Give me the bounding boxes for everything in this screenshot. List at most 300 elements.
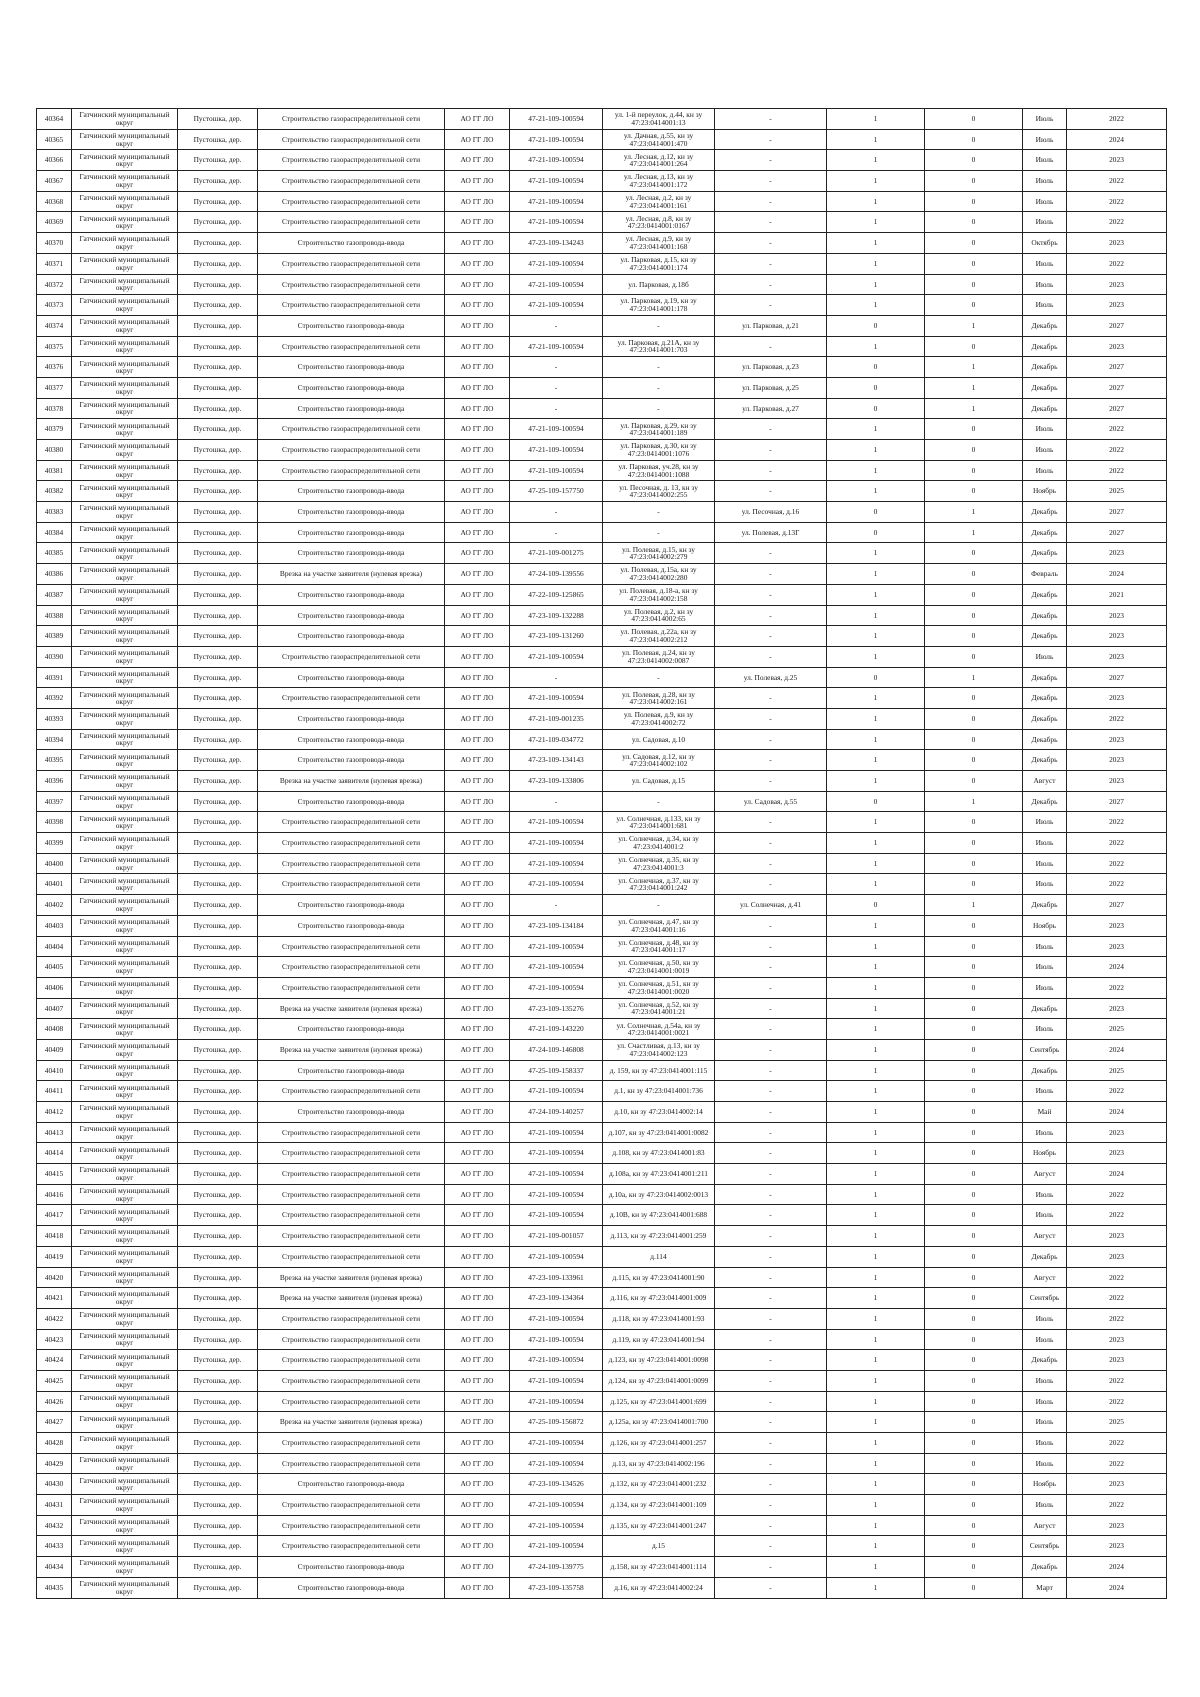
cell-id: 40406 xyxy=(37,977,72,998)
cell-month: Июль xyxy=(1023,1019,1067,1040)
cell-month: Июль xyxy=(1023,1495,1067,1516)
cell-tu: 47-21-109-100594 xyxy=(510,171,603,192)
cell-work: Строительство газопровода-ввода xyxy=(258,481,445,502)
cell-org: АО ГГ ЛО xyxy=(445,646,510,667)
cell-district: Гатчинский муниципальный округ xyxy=(72,1557,178,1578)
cell-settlement: Пустошка, дер. xyxy=(178,977,258,998)
cell-n1: 1 xyxy=(827,1288,925,1309)
cell-n2: 0 xyxy=(925,708,1023,729)
cell-district: Гатчинский муниципальный округ xyxy=(72,1060,178,1081)
cell-year: 2024 xyxy=(1067,1557,1167,1578)
cell-n2: 0 xyxy=(925,481,1023,502)
cell-id: 40382 xyxy=(37,481,72,502)
cell-n2: 0 xyxy=(925,977,1023,998)
cell-month: Июль xyxy=(1023,1308,1067,1329)
cell-month: Декабрь xyxy=(1023,315,1067,336)
cell-settlement: Пустошка, дер. xyxy=(178,1205,258,1226)
cell-addr2: - xyxy=(715,1205,827,1226)
cell-n2: 0 xyxy=(925,1060,1023,1081)
cell-tu: 47-23-109-135276 xyxy=(510,998,603,1019)
cell-n1: 1 xyxy=(827,129,925,150)
cell-n2: 1 xyxy=(925,522,1023,543)
cell-year: 2025 xyxy=(1067,1019,1167,1040)
cell-tu: 47-21-109-100594 xyxy=(510,1164,603,1185)
cell-year: 2027 xyxy=(1067,315,1167,336)
cell-district: Гатчинский муниципальный округ xyxy=(72,1433,178,1454)
cell-tu: 47-21-109-100594 xyxy=(510,1536,603,1557)
cell-addr: ул. Садовая, д.12, кн зу 47:23:0414002:102 xyxy=(603,750,715,771)
cell-id: 40365 xyxy=(37,129,72,150)
cell-org: АО ГГ ЛО xyxy=(445,729,510,750)
cell-month: Июль xyxy=(1023,977,1067,998)
cell-work: Строительство газораспределительной сети xyxy=(258,1205,445,1226)
cell-id: 40410 xyxy=(37,1060,72,1081)
cell-settlement: Пустошка, дер. xyxy=(178,688,258,709)
cell-addr2: - xyxy=(715,129,827,150)
cell-settlement: Пустошка, дер. xyxy=(178,1226,258,1247)
cell-addr: д.119, кн зу 47:23:0414001:94 xyxy=(603,1329,715,1350)
cell-settlement: Пустошка, дер. xyxy=(178,564,258,585)
cell-tu: 47-21-109-100594 xyxy=(510,688,603,709)
cell-month: Декабрь xyxy=(1023,708,1067,729)
cell-id: 40384 xyxy=(37,522,72,543)
cell-work: Врезка на участке заявителя (нулевая врезка) xyxy=(258,1267,445,1288)
cell-district: Гатчинский муниципальный округ xyxy=(72,750,178,771)
cell-year: 2022 xyxy=(1067,1370,1167,1391)
cell-month: Декабрь xyxy=(1023,729,1067,750)
cell-org: АО ГГ ЛО xyxy=(445,171,510,192)
cell-n2: 0 xyxy=(925,936,1023,957)
cell-addr2: - xyxy=(715,708,827,729)
cell-addr: д.13, кн зу 47:23:0414002:196 xyxy=(603,1453,715,1474)
cell-settlement: Пустошка, дер. xyxy=(178,1288,258,1309)
cell-district: Гатчинский муниципальный округ xyxy=(72,1081,178,1102)
cell-org: АО ГГ ЛО xyxy=(445,233,510,254)
cell-id: 40404 xyxy=(37,936,72,957)
cell-month: Июль xyxy=(1023,129,1067,150)
cell-district: Гатчинский муниципальный округ xyxy=(72,626,178,647)
cell-org: АО ГГ ЛО xyxy=(445,1433,510,1454)
cell-district: Гатчинский муниципальный округ xyxy=(72,667,178,688)
cell-n1: 1 xyxy=(827,1060,925,1081)
cell-month: Декабрь xyxy=(1023,626,1067,647)
cell-id: 40371 xyxy=(37,253,72,274)
cell-addr: д.125а, кн зу 47:23:0414001:700 xyxy=(603,1412,715,1433)
table-row xyxy=(37,295,1167,316)
cell-year: 2023 xyxy=(1067,1536,1167,1557)
cell-tu: 47-21-109-100594 xyxy=(510,1246,603,1267)
cell-n1: 1 xyxy=(827,253,925,274)
table-row xyxy=(37,771,1167,792)
cell-addr: ул. Солнечная, д.48, кн зу 47:23:0414001:17 xyxy=(603,936,715,957)
cell-month: Июль xyxy=(1023,1370,1067,1391)
cell-n2: 0 xyxy=(925,564,1023,585)
cell-addr: ул. Солнечная, д.37, кн зу 47:23:0414001:242 xyxy=(603,874,715,895)
cell-district: Гатчинский муниципальный округ xyxy=(72,1391,178,1412)
cell-settlement: Пустошка, дер. xyxy=(178,708,258,729)
cell-n1: 1 xyxy=(827,584,925,605)
table-row xyxy=(37,129,1167,150)
cell-month: Июль xyxy=(1023,1412,1067,1433)
cell-year: 2024 xyxy=(1067,1102,1167,1123)
table-row xyxy=(37,812,1167,833)
cell-work: Строительство газораспределительной сети xyxy=(258,1184,445,1205)
cell-n2: 0 xyxy=(925,688,1023,709)
cell-tu: 47-21-109-100594 xyxy=(510,874,603,895)
cell-n2: 1 xyxy=(925,398,1023,419)
cell-month: Декабрь xyxy=(1023,688,1067,709)
cell-org: АО ГГ ЛО xyxy=(445,1370,510,1391)
cell-addr: д.124, кн зу 47:23:0414001:0099 xyxy=(603,1370,715,1391)
cell-tu: 47-21-109-100594 xyxy=(510,1122,603,1143)
cell-year: 2027 xyxy=(1067,791,1167,812)
cell-settlement: Пустошка, дер. xyxy=(178,605,258,626)
cell-n1: 1 xyxy=(827,1370,925,1391)
cell-id: 40386 xyxy=(37,564,72,585)
cell-addr: - xyxy=(603,791,715,812)
cell-settlement: Пустошка, дер. xyxy=(178,1081,258,1102)
cell-addr: ул. Солнечная, д.35, кн зу 47:23:0414001:3 xyxy=(603,853,715,874)
cell-n2: 0 xyxy=(925,1329,1023,1350)
table-row xyxy=(37,957,1167,978)
cell-id: 40383 xyxy=(37,502,72,523)
cell-district: Гатчинский муниципальный округ xyxy=(72,895,178,916)
cell-id: 40368 xyxy=(37,191,72,212)
cell-addr2: - xyxy=(715,1019,827,1040)
cell-addr: ул. Полевая, д.15а, кн зу 47:23:0414002:280 xyxy=(603,564,715,585)
cell-n1: 1 xyxy=(827,419,925,440)
cell-n1: 1 xyxy=(827,1515,925,1536)
cell-work: Строительство газопровода-ввода xyxy=(258,791,445,812)
cell-id: 40385 xyxy=(37,543,72,564)
cell-n2: 1 xyxy=(925,667,1023,688)
cell-n1: 1 xyxy=(827,1184,925,1205)
cell-id: 40391 xyxy=(37,667,72,688)
cell-org: АО ГГ ЛО xyxy=(445,129,510,150)
cell-district: Гатчинский муниципальный округ xyxy=(72,833,178,854)
cell-org: АО ГГ ЛО xyxy=(445,398,510,419)
cell-n1: 1 xyxy=(827,1329,925,1350)
cell-settlement: Пустошка, дер. xyxy=(178,1164,258,1185)
cell-id: 40364 xyxy=(37,109,72,130)
cell-n1: 1 xyxy=(827,1433,925,1454)
cell-work: Строительство газопровода-ввода xyxy=(258,543,445,564)
cell-addr2: - xyxy=(715,957,827,978)
cell-addr2: - xyxy=(715,1453,827,1474)
cell-n2: 0 xyxy=(925,1205,1023,1226)
table-row xyxy=(37,1391,1167,1412)
table-row xyxy=(37,1019,1167,1040)
cell-n1: 1 xyxy=(827,543,925,564)
cell-addr: - xyxy=(603,522,715,543)
cell-year: 2025 xyxy=(1067,481,1167,502)
cell-tu: - xyxy=(510,315,603,336)
cell-year: 2023 xyxy=(1067,688,1167,709)
cell-year: 2023 xyxy=(1067,729,1167,750)
table-row xyxy=(37,336,1167,357)
cell-addr: - xyxy=(603,398,715,419)
cell-id: 40417 xyxy=(37,1205,72,1226)
cell-month: Декабрь xyxy=(1023,1557,1067,1578)
cell-tu: 47-21-109-100594 xyxy=(510,274,603,295)
cell-addr2: - xyxy=(715,1081,827,1102)
cell-district: Гатчинский муниципальный округ xyxy=(72,481,178,502)
cell-year: 2023 xyxy=(1067,233,1167,254)
cell-settlement: Пустошка, дер. xyxy=(178,522,258,543)
cell-n1: 1 xyxy=(827,171,925,192)
cell-work: Строительство газораспределительной сети xyxy=(258,812,445,833)
cell-tu: 47-21-109-100594 xyxy=(510,419,603,440)
cell-settlement: Пустошка, дер. xyxy=(178,771,258,792)
cell-settlement: Пустошка, дер. xyxy=(178,357,258,378)
cell-work: Строительство газопровода-ввода xyxy=(258,233,445,254)
cell-n1: 1 xyxy=(827,771,925,792)
cell-settlement: Пустошка, дер. xyxy=(178,109,258,130)
cell-settlement: Пустошка, дер. xyxy=(178,315,258,336)
cell-settlement: Пустошка, дер. xyxy=(178,1474,258,1495)
cell-org: АО ГГ ЛО xyxy=(445,419,510,440)
cell-month: Ноябрь xyxy=(1023,1474,1067,1495)
cell-org: АО ГГ ЛО xyxy=(445,1019,510,1040)
cell-n1: 1 xyxy=(827,1102,925,1123)
cell-settlement: Пустошка, дер. xyxy=(178,191,258,212)
cell-year: 2023 xyxy=(1067,150,1167,171)
cell-month: Сентябрь xyxy=(1023,1288,1067,1309)
cell-year: 2024 xyxy=(1067,957,1167,978)
cell-addr2: - xyxy=(715,915,827,936)
cell-org: АО ГГ ЛО xyxy=(445,502,510,523)
cell-id: 40399 xyxy=(37,833,72,854)
cell-n2: 1 xyxy=(925,377,1023,398)
table-row xyxy=(37,688,1167,709)
cell-org: АО ГГ ЛО xyxy=(445,522,510,543)
cell-org: АО ГГ ЛО xyxy=(445,1060,510,1081)
cell-tu: 47-21-109-001057 xyxy=(510,1226,603,1247)
cell-org: АО ГГ ЛО xyxy=(445,1391,510,1412)
cell-id: 40408 xyxy=(37,1019,72,1040)
cell-month: Июль xyxy=(1023,253,1067,274)
cell-n2: 0 xyxy=(925,853,1023,874)
cell-district: Гатчинский муниципальный округ xyxy=(72,440,178,461)
cell-district: Гатчинский муниципальный округ xyxy=(72,1143,178,1164)
cell-district: Гатчинский муниципальный округ xyxy=(72,274,178,295)
cell-addr: ул. Полевая, д.22а, кн зу 47:23:0414002:212 xyxy=(603,626,715,647)
cell-tu: - xyxy=(510,357,603,378)
cell-id: 40397 xyxy=(37,791,72,812)
cell-n1: 1 xyxy=(827,936,925,957)
cell-addr2: - xyxy=(715,481,827,502)
cell-month: Июль xyxy=(1023,419,1067,440)
cell-district: Гатчинский муниципальный округ xyxy=(72,522,178,543)
cell-work: Строительство газораспределительной сети xyxy=(258,936,445,957)
cell-n2: 0 xyxy=(925,771,1023,792)
table-row xyxy=(37,212,1167,233)
cell-org: АО ГГ ЛО xyxy=(445,1557,510,1578)
table-row xyxy=(37,109,1167,130)
cell-tu: 47-23-109-134243 xyxy=(510,233,603,254)
cell-addr2: ул. Садовая, д.55 xyxy=(715,791,827,812)
cell-tu: 47-21-109-100594 xyxy=(510,1143,603,1164)
cell-tu: 47-21-109-100594 xyxy=(510,1370,603,1391)
cell-org: АО ГГ ЛО xyxy=(445,440,510,461)
cell-year: 2023 xyxy=(1067,1226,1167,1247)
cell-addr: д.115, кн зу 47:23:0414001:90 xyxy=(603,1267,715,1288)
cell-n2: 0 xyxy=(925,543,1023,564)
cell-org: АО ГГ ЛО xyxy=(445,1039,510,1060)
cell-org: АО ГГ ЛО xyxy=(445,481,510,502)
table-row xyxy=(37,481,1167,502)
cell-tu: 47-21-109-100594 xyxy=(510,936,603,957)
cell-n2: 1 xyxy=(925,315,1023,336)
table-row xyxy=(37,791,1167,812)
cell-district: Гатчинский муниципальный округ xyxy=(72,129,178,150)
cell-work: Строительство газопровода-ввода xyxy=(258,1577,445,1598)
cell-work: Строительство газораспределительной сети xyxy=(258,336,445,357)
cell-year: 2023 xyxy=(1067,336,1167,357)
table-row xyxy=(37,936,1167,957)
cell-n2: 0 xyxy=(925,729,1023,750)
cell-year: 2022 xyxy=(1067,1433,1167,1454)
cell-settlement: Пустошка, дер. xyxy=(178,1246,258,1267)
cell-month: Июль xyxy=(1023,1329,1067,1350)
cell-n2: 0 xyxy=(925,129,1023,150)
cell-month: Декабрь xyxy=(1023,895,1067,916)
cell-id: 40431 xyxy=(37,1495,72,1516)
cell-settlement: Пустошка, дер. xyxy=(178,584,258,605)
table-row xyxy=(37,274,1167,295)
cell-n1: 1 xyxy=(827,1495,925,1516)
cell-n2: 0 xyxy=(925,1081,1023,1102)
cell-year: 2023 xyxy=(1067,626,1167,647)
cell-addr: ул. Парковая, д.21А, кн зу 47:23:0414001:703 xyxy=(603,336,715,357)
cell-addr: ул. Парковая, уч.28, кн зу 47:23:0414001:1088 xyxy=(603,460,715,481)
cell-addr2: - xyxy=(715,1267,827,1288)
cell-month: Декабрь xyxy=(1023,377,1067,398)
cell-n1: 1 xyxy=(827,812,925,833)
cell-year: 2022 xyxy=(1067,1184,1167,1205)
table-row xyxy=(37,419,1167,440)
cell-n1: 0 xyxy=(827,502,925,523)
cell-tu: 47-21-109-100594 xyxy=(510,977,603,998)
cell-tu: 47-24-109-139775 xyxy=(510,1557,603,1578)
cell-month: Февраль xyxy=(1023,564,1067,585)
cell-work: Строительство газораспределительной сети xyxy=(258,853,445,874)
cell-n2: 0 xyxy=(925,1122,1023,1143)
cell-tu: 47-23-109-134143 xyxy=(510,750,603,771)
cell-n2: 0 xyxy=(925,253,1023,274)
cell-work: Строительство газопровода-ввода xyxy=(258,729,445,750)
cell-month: Июль xyxy=(1023,957,1067,978)
cell-work: Строительство газораспределительной сети xyxy=(258,295,445,316)
cell-addr2: - xyxy=(715,1412,827,1433)
table-row xyxy=(37,522,1167,543)
cell-n2: 1 xyxy=(925,791,1023,812)
cell-n1: 0 xyxy=(827,377,925,398)
cell-tu: - xyxy=(510,667,603,688)
cell-addr2: - xyxy=(715,584,827,605)
cell-org: АО ГГ ЛО xyxy=(445,274,510,295)
cell-addr2: - xyxy=(715,564,827,585)
cell-addr: д.113, кн зу 47:23:0414001:259 xyxy=(603,1226,715,1247)
cell-tu: 47-23-109-131260 xyxy=(510,626,603,647)
cell-n2: 0 xyxy=(925,460,1023,481)
table-row xyxy=(37,1495,1167,1516)
cell-id: 40429 xyxy=(37,1453,72,1474)
cell-org: АО ГГ ЛО xyxy=(445,915,510,936)
cell-tu: 47-21-109-100594 xyxy=(510,109,603,130)
cell-settlement: Пустошка, дер. xyxy=(178,1267,258,1288)
table-row xyxy=(37,1102,1167,1123)
cell-n2: 0 xyxy=(925,1143,1023,1164)
cell-addr: ул. Парковая, д.30, кн зу 47:23:0414001:1076 xyxy=(603,440,715,461)
cell-addr2: - xyxy=(715,1288,827,1309)
cell-year: 2024 xyxy=(1067,1039,1167,1060)
cell-year: 2022 xyxy=(1067,1267,1167,1288)
cell-work: Строительство газопровода-ввода xyxy=(258,750,445,771)
cell-work: Строительство газораспределительной сети xyxy=(258,1370,445,1391)
cell-work: Строительство газораспределительной сети xyxy=(258,1143,445,1164)
cell-year: 2023 xyxy=(1067,646,1167,667)
cell-addr2: - xyxy=(715,109,827,130)
cell-district: Гатчинский муниципальный округ xyxy=(72,1226,178,1247)
cell-tu: 47-21-109-100594 xyxy=(510,212,603,233)
cell-district: Гатчинский муниципальный округ xyxy=(72,171,178,192)
table-row xyxy=(37,1039,1167,1060)
cell-n1: 1 xyxy=(827,1557,925,1578)
table-row xyxy=(37,1288,1167,1309)
cell-district: Гатчинский муниципальный округ xyxy=(72,771,178,792)
cell-work: Строительство газораспределительной сети xyxy=(258,460,445,481)
cell-addr2: - xyxy=(715,853,827,874)
cell-tu: 47-25-109-158337 xyxy=(510,1060,603,1081)
cell-year: 2027 xyxy=(1067,895,1167,916)
cell-work: Строительство газопровода-ввода xyxy=(258,895,445,916)
cell-addr2: - xyxy=(715,1060,827,1081)
cell-tu: 47-21-109-100594 xyxy=(510,440,603,461)
cell-org: АО ГГ ЛО xyxy=(445,1246,510,1267)
cell-id: 40392 xyxy=(37,688,72,709)
cell-month: Июль xyxy=(1023,1453,1067,1474)
cell-n2: 0 xyxy=(925,1226,1023,1247)
cell-settlement: Пустошка, дер. xyxy=(178,171,258,192)
cell-n1: 1 xyxy=(827,1143,925,1164)
cell-n2: 0 xyxy=(925,336,1023,357)
cell-district: Гатчинский муниципальный округ xyxy=(72,708,178,729)
cell-addr: д.108, кн зу 47:23:0414001:83 xyxy=(603,1143,715,1164)
cell-district: Гатчинский муниципальный округ xyxy=(72,1288,178,1309)
cell-settlement: Пустошка, дер. xyxy=(178,377,258,398)
cell-n2: 0 xyxy=(925,1577,1023,1598)
cell-addr: д.10В, кн зу 47:23:0414001:688 xyxy=(603,1205,715,1226)
cell-addr: ул. Полевая, д.24, кн зу 47:23:0414002:0087 xyxy=(603,646,715,667)
cell-work: Строительство газораспределительной сети xyxy=(258,109,445,130)
cell-n2: 0 xyxy=(925,1164,1023,1185)
cell-n2: 0 xyxy=(925,584,1023,605)
cell-addr2: - xyxy=(715,1433,827,1454)
cell-addr2: - xyxy=(715,1308,827,1329)
cell-n1: 1 xyxy=(827,1350,925,1371)
cell-id: 40432 xyxy=(37,1515,72,1536)
cell-id: 40416 xyxy=(37,1184,72,1205)
cell-org: АО ГГ ЛО xyxy=(445,543,510,564)
cell-settlement: Пустошка, дер. xyxy=(178,915,258,936)
table-row xyxy=(37,1412,1167,1433)
cell-id: 40402 xyxy=(37,895,72,916)
cell-year: 2022 xyxy=(1067,977,1167,998)
cell-org: АО ГГ ЛО xyxy=(445,791,510,812)
cell-work: Строительство газораспределительной сети xyxy=(258,212,445,233)
cell-org: АО ГГ ЛО xyxy=(445,1081,510,1102)
